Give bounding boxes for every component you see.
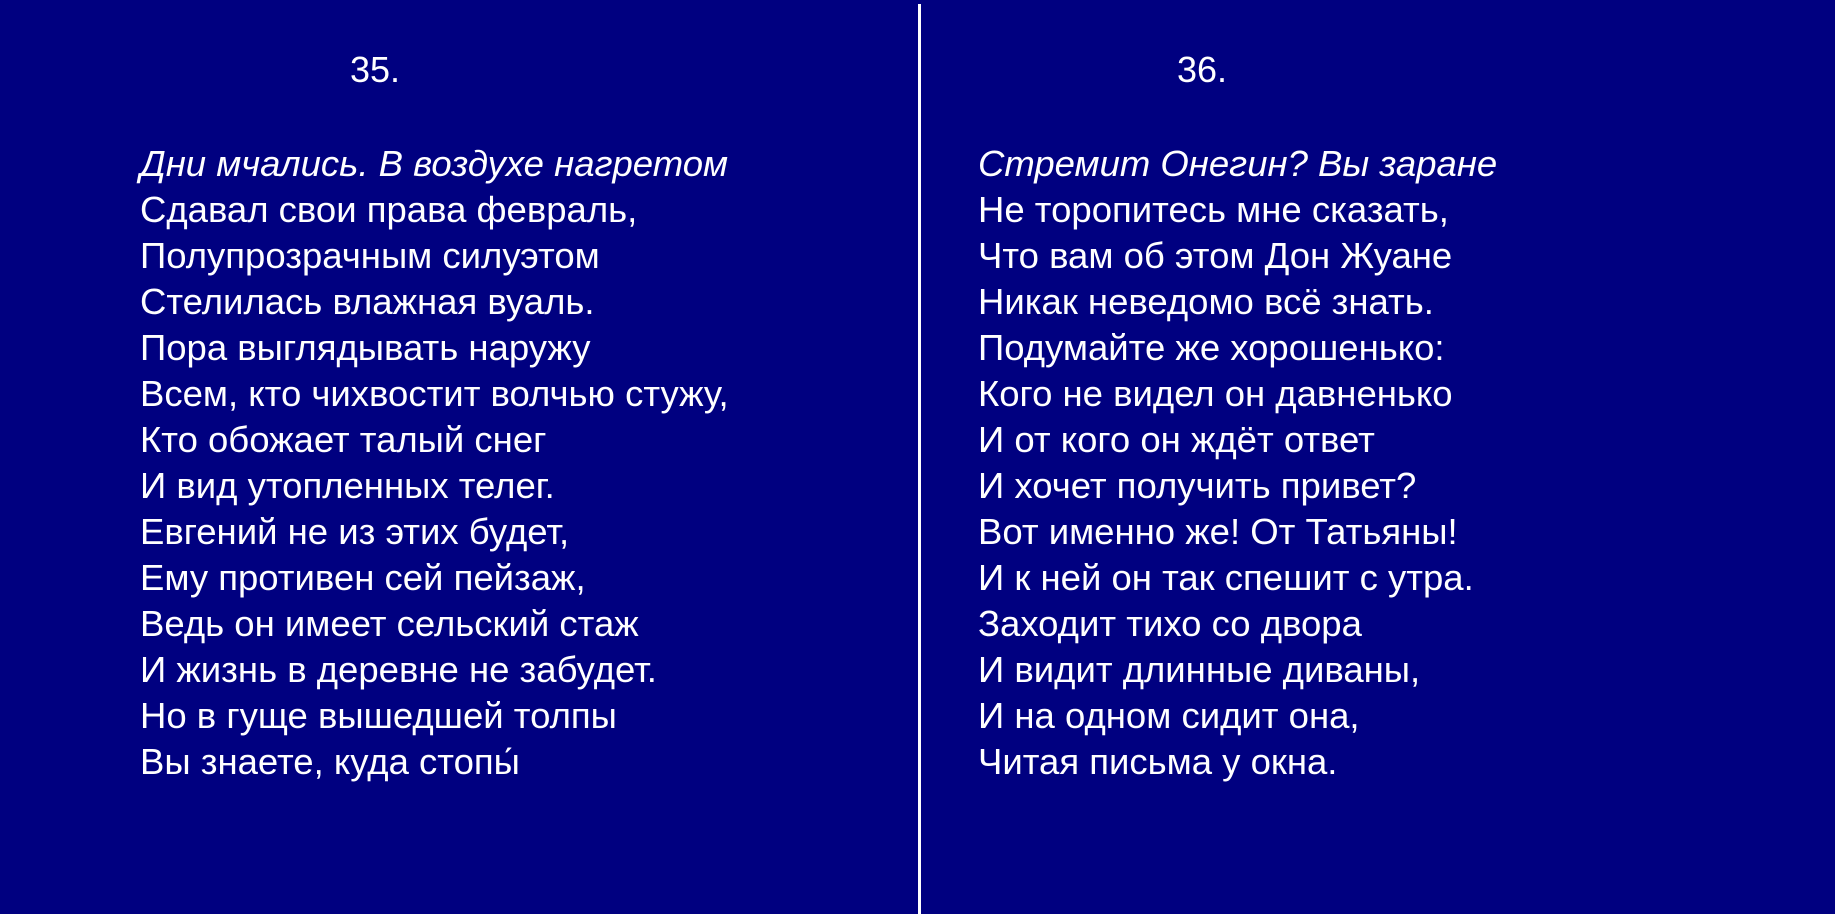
stanza-line: Что вам об этом Дон Жуане — [978, 235, 1453, 276]
stanza-line: Стремит Онегин? Вы заране — [978, 143, 1498, 184]
stanza-line: И жизнь в деревне не забудет. — [140, 649, 657, 690]
stanza-line: Ведь он имеет сельский стаж — [140, 603, 639, 644]
stanza-line: Не торопитесь мне сказать, — [978, 189, 1449, 230]
stanza-lines — [978, 141, 1497, 785]
stanza-line: И от кого он ждёт ответ — [978, 419, 1375, 460]
stanza-line: Полупрозрачным силуэтом — [140, 235, 600, 276]
stanza-line: И к ней он так спешит с утра. — [978, 557, 1474, 598]
stanza-line: Сдавал свои права февраль, — [140, 189, 638, 230]
stanza-line: Читая письма у окна. — [978, 741, 1338, 782]
stanza-line: Заходит тихо со двора — [978, 603, 1362, 644]
stanza-lines — [140, 141, 729, 785]
stanza-line: Никак неведомо всё знать. — [978, 281, 1434, 322]
stanza-35 — [0, 0, 880, 914]
stanza-line: Кого не видел он давненько — [978, 373, 1453, 414]
stanza-line: Кто обожает талый снег — [140, 419, 547, 460]
stanza-line: Дни мчались. В воздухе нагретом — [140, 143, 729, 184]
stanza-number: 36. — [1177, 49, 1228, 90]
stanza-number: 35. — [350, 49, 401, 90]
stanza-line: Всем, кто чихвостит волчью стужу, — [140, 373, 729, 414]
stanza-line: Стелилась влажная вуаль. — [140, 281, 595, 322]
stanza-line: Ему противен сей пейзаж, — [140, 557, 586, 598]
stanza-line: И вид утопленных телег. — [140, 465, 555, 506]
stanza-line: Пора выглядывать наружу — [140, 327, 591, 368]
stanza-line: Подумайте же хорошенько: — [978, 327, 1445, 368]
stanza-line: И на одном сидит она, — [978, 695, 1360, 736]
stanza-line: Евгений не из этих будет, — [140, 511, 570, 552]
stanza-line: Но в гуще вышедшей толпы — [140, 695, 617, 736]
stanza-line: Вот именно же! От Татьяны! — [978, 511, 1458, 552]
stanza-line: И видит длинные диваны, — [978, 649, 1421, 690]
stanza-line: Вы знаете, куда стопы́ — [140, 741, 520, 782]
stanza-line: И хочет получить привет? — [978, 465, 1417, 506]
stanza-36 — [920, 0, 1800, 914]
